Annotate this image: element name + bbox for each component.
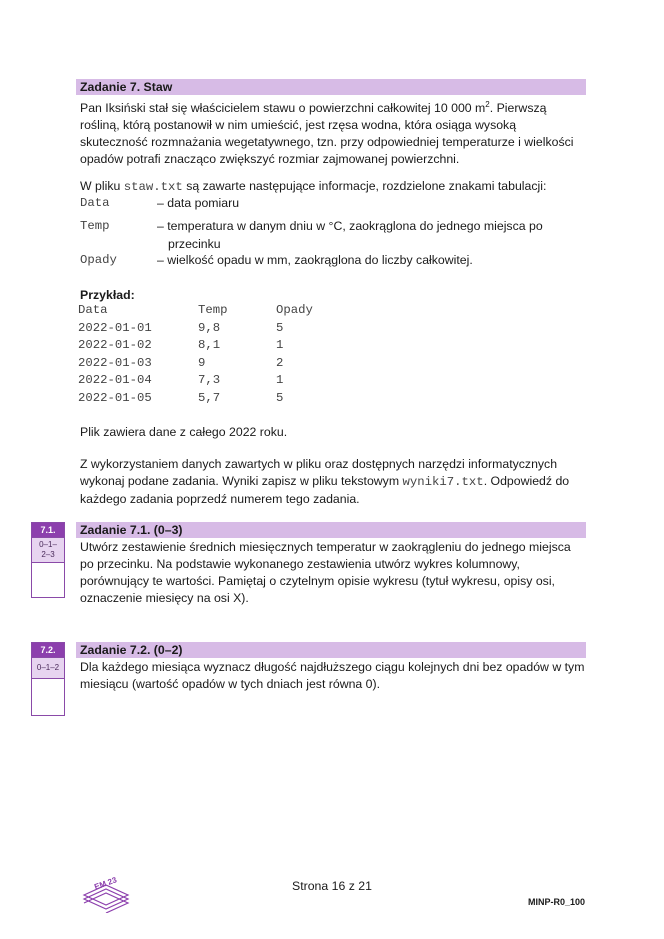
cell: 9 [198,355,206,370]
logo-text: EM 23 [93,875,118,892]
task72-title: Zadanie 7.2. (0–2) [80,643,183,657]
intro-line-2: rośliną, którą postanowił w nim umieścić, jest rzęsa wodna, która osiąga wysoką [80,118,517,133]
task72-body [80,659,590,693]
task71-line: porównujący te wartości. Pamiętaj o czytelnym opisie wykresu (tytuł wykresu, opisy osi, [80,574,555,588]
field-name: Data [80,196,110,210]
intro-line-1: Pan Iksiński stał się właścicielem stawu o powierzchni całkowitej 10 000 m [80,101,486,116]
intro-line-1-end: . Pierwszą [489,101,547,116]
field-desc-cont: przecinku [168,237,221,251]
table-row [78,373,313,391]
instr-line-2-pre: wykonaj podane zadania. Wyniki zapisz w pliku tekstowym [80,474,403,488]
cell: 7,3 [198,373,221,387]
task72-line: miesiącu (wartość opadów w tych dniach jest równa 0). [80,677,381,691]
cell: 1 [276,373,284,387]
file-name: staw.txt [123,180,183,194]
example-label: Przykład: [80,288,135,302]
cell: 2022-01-04 [78,373,152,387]
header-cell: Opady [276,303,313,317]
example-table [78,303,313,408]
points-line: 0–1–2 [36,663,60,672]
document-code: MINP-R0_100 [528,897,586,907]
field-desc: – wielkość opadu w mm, zaokrąglona do liczby całkowitej. [157,253,473,267]
task-number: 7.2. [32,643,64,657]
score-box-7-2 [31,642,65,716]
field-name: Opady [80,253,117,267]
score-box-7-1 [31,522,65,598]
points-line: 2–3 [41,550,55,559]
cell: 2022-01-01 [78,320,152,335]
instructions [80,456,590,508]
example-header-row [78,303,313,321]
cell: 5 [276,320,284,335]
instr-line-3: każdego zadania poprzedź numerem tego zadania. [80,492,360,506]
cell: 5,7 [198,390,221,405]
header-cell: Data [78,303,108,317]
table-row [78,356,313,374]
cell: 8,1 [198,338,221,352]
points-scale [32,657,64,679]
cell: 2 [276,355,284,370]
file-description [80,178,590,196]
intro-superscript: 2 [485,100,490,109]
task71-title: Zadanie 7.1. (0–3) [80,523,183,537]
task7-title: Zadanie 7. Staw [80,80,173,94]
task-number: 7.1. [32,523,64,537]
score-field[interactable] [32,563,64,597]
intro-line-4: opadów potrafi znacząco zwiększyć rozmiar zajmowanej powierzchni. [80,152,460,167]
cell: 9,8 [198,320,221,335]
instr-line-2-post: . Odpowiedź do [483,474,570,488]
points-scale [32,537,64,563]
field-desc: – temperatura w danym dniu w °C, zaokrąglona do jednego miejsca po [157,219,543,233]
cell: 1 [276,338,284,352]
task7-intro [80,96,590,168]
file-intro-pre: W pliku [80,179,124,193]
task71-line: oznaczenie miesięcy na osi X). [80,591,249,605]
page-number: Strona 16 z 21 [292,879,372,893]
task71-title-bar [76,522,586,538]
score-field[interactable] [32,679,64,715]
task71-body [80,539,590,607]
task72-line: Dla każdego miesiąca wyznacz długość najdłuższego ciągu kolejnych dni bez opadów w tym [80,660,585,674]
task7-title-bar [76,79,586,95]
instr-line-1: Z wykorzystaniem danych zawartych w pliku oraz dostępnych narzędzi informatycznych [80,457,558,471]
task71-line: Utwórz zestawienie średnich miesięcznych temperatur w zaokrągleniu do jednego miejsca [80,540,571,554]
points-line: 0–1– [39,540,57,549]
field-name: Temp [80,219,110,233]
instr-file: wyniki7.txt [402,475,484,489]
intro-line-3: skuteczność rozmnażania wegetatywnego, tzn. przy odpowiedniej temperaturze i wielkości [80,135,574,150]
cell: 2022-01-05 [78,390,152,405]
header-cell: Temp [198,303,228,317]
cell: 2022-01-03 [78,355,152,370]
cell: 2022-01-02 [78,338,152,352]
year-note: Plik zawiera dane z całego 2022 roku. [80,425,288,439]
file-intro-post: są zawarte następujące informacje, rozdzielone znakami tabulacji: [182,179,547,193]
table-row [78,391,313,409]
table-row [78,321,313,339]
table-row [78,338,313,356]
task72-title-bar [76,642,586,658]
field-desc: – data pomiaru [157,196,240,210]
cell: 5 [276,390,284,405]
task71-line: po przecinku. Na podstawie wykonanego zestawienia utwórz wykres kolumnowy, [80,557,520,571]
